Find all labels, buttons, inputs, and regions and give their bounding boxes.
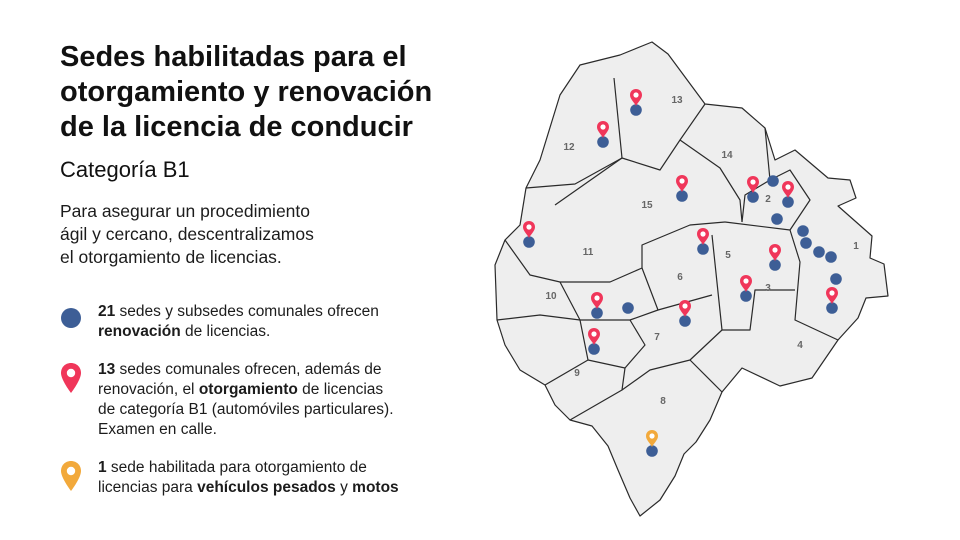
comuna-label: 4 <box>797 340 803 351</box>
comuna-label: 5 <box>725 250 731 261</box>
intro-line: Para asegurar un procedimiento <box>60 201 311 221</box>
comuna-label: 13 <box>671 95 683 106</box>
legend-text: sedes comunales ofrecen, además de <box>115 361 382 378</box>
renewal-site-marker <box>800 237 812 249</box>
comuna-label: 10 <box>545 291 557 302</box>
legend-count: 13 <box>98 361 116 378</box>
legend-text: renovación, el <box>98 381 199 398</box>
renewal-site-marker <box>830 273 842 285</box>
blue-dot-icon <box>60 307 82 329</box>
legend-text: de licencias. <box>180 323 271 340</box>
comuna-label: 15 <box>641 200 653 211</box>
legend-text-renewal <box>98 302 478 342</box>
legend-text: sede habilitada para otorgamiento de <box>106 459 367 476</box>
legend-highlight: motos <box>352 479 399 496</box>
comuna-label: 6 <box>677 272 683 283</box>
comuna-label: 14 <box>721 150 733 161</box>
orange-pin-icon <box>60 460 82 492</box>
legend-highlight: vehículos pesados <box>197 479 336 496</box>
renewal-site-marker <box>771 213 783 225</box>
comuna-label: 8 <box>660 396 666 407</box>
comuna-label: 11 <box>582 247 594 258</box>
comuna-label: 2 <box>765 194 771 205</box>
renewal-site-marker <box>825 251 837 263</box>
legend-item-granting <box>60 360 480 442</box>
red-pin-icon <box>60 362 82 394</box>
legend-count: 21 <box>98 303 116 320</box>
legend-text-granting <box>98 360 478 440</box>
legend-text: de categoría B1 (automóviles particulares). <box>98 401 394 418</box>
legend-highlight: renovación <box>98 323 181 340</box>
legend-text: de licencias <box>297 381 384 398</box>
title-line: Sedes habilitadas para el <box>60 41 407 73</box>
legend-count: 1 <box>98 459 107 476</box>
comuna-label: 3 <box>765 283 771 294</box>
renewal-site-marker <box>813 246 825 258</box>
legend-text-heavy <box>98 458 478 498</box>
city-outline <box>495 42 888 516</box>
subtitle: Categoría B1 <box>60 157 190 182</box>
legend-text: Examen en calle. <box>98 421 217 438</box>
legend-item-heavy <box>60 458 480 500</box>
legend-item-renewal <box>60 302 480 344</box>
legend-text: y <box>335 479 353 496</box>
renewal-site-marker <box>767 175 779 187</box>
page-title <box>60 40 500 145</box>
renewal-site-marker <box>622 302 634 314</box>
comuna-label: 12 <box>563 142 575 153</box>
comuna-label: 9 <box>574 368 580 379</box>
renewal-site-marker <box>797 225 809 237</box>
legend-text: licencias para <box>98 479 198 496</box>
legend-highlight: otorgamiento <box>198 381 298 398</box>
title-line: de la licencia de conducir <box>60 111 413 143</box>
intro-line: el otorgamiento de licencias. <box>60 247 282 267</box>
legend-text: sedes y subsedes comunales ofrecen <box>115 303 379 320</box>
comunas-map <box>490 38 930 518</box>
comuna-label: 7 <box>654 332 660 343</box>
intro-text <box>60 200 400 269</box>
title-line: otorgamiento y renovación <box>60 76 433 108</box>
comuna-label: 1 <box>853 241 859 252</box>
intro-line: ágil y cercano, descentralizamos <box>60 224 314 244</box>
